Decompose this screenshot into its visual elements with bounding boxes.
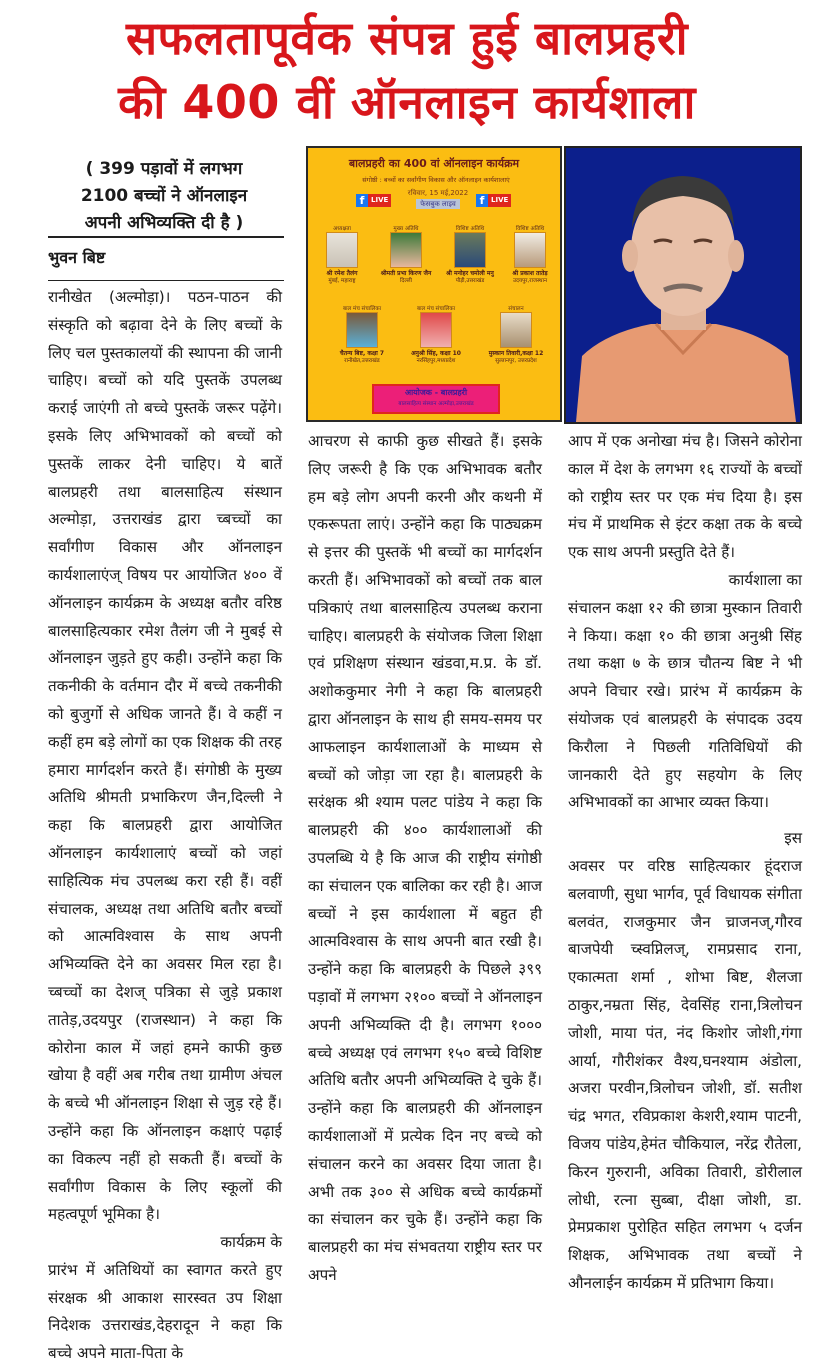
guest-place: उदयपुर,राजस्थान xyxy=(512,278,548,284)
portrait-illustration xyxy=(566,148,800,422)
guest-role: विशिष्ट अतिथि xyxy=(455,226,485,232)
guest-photo xyxy=(514,232,546,268)
byline: भुवन बिष्ट xyxy=(48,248,106,267)
poster-subtitle: संगोष्ठी : बच्चों का सर्वांगीण विकास और ऑनलाइन कार्यशालाएं xyxy=(362,176,510,184)
host-photo xyxy=(346,312,378,348)
guest-card xyxy=(498,224,562,285)
live-label: LIVE xyxy=(488,194,511,207)
portrait-photo xyxy=(564,146,802,424)
event-poster xyxy=(306,146,562,422)
live-label: LIVE xyxy=(368,194,391,207)
host-card xyxy=(480,304,552,365)
guest-place: मुंबई, महाराष्ट्र xyxy=(328,278,356,284)
host-photo xyxy=(500,312,532,348)
facebook-icon: f xyxy=(476,194,488,207)
divider xyxy=(48,280,284,281)
organizer-banner xyxy=(372,384,500,414)
facebook-icon: f xyxy=(356,194,368,207)
paragraph: प्रारंभ में अतिथियों का स्वागत करते हुए संरक्षक श्री आकाश सारस्वत उप शिक्षा निदेशक उत्तराखंड,देहरादून ने कहा कि बच्चे अपने माता-पिता के xyxy=(48,1260,282,1363)
subhead-line-3: अपनी अभिव्यक्ति दी है ) xyxy=(84,213,244,233)
paragraph-lead: कार्यशाला का xyxy=(728,570,802,589)
organizer-title: आयोजक - बालप्रहरी xyxy=(404,388,468,397)
host-card xyxy=(326,304,398,365)
guest-name: श्री मनोहर चमोली मनु xyxy=(446,270,494,277)
guest-name: श्री प्रकाश तातेड़ xyxy=(512,270,548,277)
guest-name: श्रीमती प्रभा किरण जैन xyxy=(380,270,432,277)
guest-place: पौड़ी,उत्तराखंड xyxy=(455,278,485,284)
guest-role: विशिष्ट अतिथि xyxy=(515,226,545,232)
headline-line-2: की 400 वीं ऑनलाइन कार्यशाला xyxy=(118,75,696,129)
paragraph: अवसर पर वरिष्ठ साहित्यकार हूंदराज बलवाणी, सुधा भार्गव, पूर्व विधायक संगीता बलवंत, राजकुमार जैन च्राजनज्,गौरव बाजपेयी च्स्वप्निलज्, रामप्रसाद राना, एकात्मता शर्मा , शोभा बिष्ट, शैलजा ठाकुर,नम्रता सिंह, देवसिंह राना,त्रिलोचन जोशी, माया पंत, नंद किशोर जोशी,गंगा आर्या, गौरीशंकर वैश्य,घनश्याम अंडोला, अजरा परवीन,त्रिलोचन जोशी, डॉ. सतीश चंद्र भगत, रविप्रकाश केशरी,श्याम पाटनी, विजय पांडेय,हेमंत चौकियाल, नरेंद्र रौतेला, किरन गुरुरानी, अविका तिवारी, डोरीलाल लोधी, रत्ना सुब्बा, दीक्षा जोशी, डा. प्रेमप्रकाश पुरोहित सहित लगभग ५ दर्जन शिक्षक, अभिभावक तथा बच्चों ने औनलाईन कार्यक्रम में प्रतिभाग किया। xyxy=(568,856,802,1292)
host-place: नरसिंहपुर,मध्यप्रदेश xyxy=(416,358,456,364)
poster-date: रविवार, 15 मई,2022 xyxy=(407,189,469,197)
subhead-line-1: ( 399 पड़ावों में लगभग xyxy=(85,159,243,179)
paragraph: संचालन कक्षा १२ की छात्रा मुस्कान तिवारी ने किया। कक्षा १० की छात्रा अनुश्री सिंह तथा कक्षा ७ के छात्र चौतन्य बिष्ट ने भी अपने विचार रखे। प्रारंभ में कार्यक्रम के संयोजक एवं बालप्रहरी के संपादक उदय किरौला ने पिछली गतिविधियों की जानकारी देते हुए सहयोग के लिए अभिभावकों का आभार व्यक्त किया। xyxy=(568,598,802,812)
article-column-1 xyxy=(48,284,282,1368)
host-card xyxy=(400,304,472,365)
guest-name: श्री रमेश तैलंग xyxy=(326,270,358,277)
headline-line-1: सफलतापूर्वक संपन्न हुई बालप्रहरी xyxy=(125,11,689,65)
host-photo xyxy=(420,312,452,348)
facebook-live-badge xyxy=(476,194,511,207)
headline xyxy=(0,6,814,134)
poster-fb-live: फेसबुक लाइव xyxy=(416,199,460,209)
poster-title: बालप्रहरी का 400 वां ऑनलाइन कार्यक्रम xyxy=(348,157,520,170)
host-place: रानीखेत,उत्तराखंड xyxy=(344,358,380,364)
guest-card xyxy=(374,224,438,285)
guest-card xyxy=(438,224,502,285)
paragraph-lead: इस xyxy=(784,829,802,848)
guest-photo xyxy=(326,232,358,268)
guest-photo xyxy=(390,232,422,268)
subhead-line-2: 2100 बच्चों ने ऑनलाइन xyxy=(80,186,248,206)
article-column-3 xyxy=(568,428,802,1298)
poster-date-block xyxy=(404,188,472,209)
guest-card xyxy=(310,224,374,285)
host-role: बाल मंच संचालिका xyxy=(416,306,455,312)
divider xyxy=(48,236,284,238)
host-role: संचालन xyxy=(508,306,524,312)
host-place: सुल्तानपुर, उत्तरप्रदेश xyxy=(495,358,537,364)
organizer-subtitle: बालसाहित्य संस्थान अल्मोड़ा,उत्तराखंड xyxy=(398,401,474,407)
paragraph: आप में एक अनोखा मंच है। जिसने कोरोना काल में देश के लगभग १६ राज्यों के बच्चों को राष्ट्रीय स्तर पर एक मंच दिया है। इस मंच में प्राथमिक से इंटर कक्षा तक के बच्चे एक साथ अपनी प्रस्तुति देते हैं। xyxy=(568,432,802,562)
facebook-live-badge xyxy=(356,194,391,207)
host-name: चैतन्य बिष्ट, कक्षा 7 xyxy=(339,350,385,357)
paragraph: आचरण से काफी कुछ सीखते हैं। इसके लिए जरूरी है कि एक अभिभावक बतौर हम बड़े लोग अपनी करनी और कथनी में एकरूपता लाएं। उन्होंने कहा कि पाठ्यक्रम से इत्तर की पुस्तकें भी बच्चों का मार्गदर्शन करती हैं। अभिभावकों को बच्चों तक बाल पत्रिकाएं तथा बालसाहित्य उपलब्ध कराना चाहिए। बालप्रहरी के संयोजक जिला शिक्षा एवं प्रशिक्षण संस्थान खंडवा,म.प्र. के डॉ. अशोककुमार नेगी ने कहा कि बालप्रहरी द्वारा ऑनलाइन के साथ ही समय-समय पर आफलाइन कार्यशालाओं के माध्यम से बच्चों को जोड़ा जा रहा है। बालप्रहरी के सरंक्षक श्री श्याम पलट पांडेय ने कहा कि बालप्रहरी की ४०० कार्यशालाओं की उपलब्धि ये है कि आज की राष्ट्रीय संगोष्ठी का संचालन एक बालिका कर रही है। आज बच्चों ने इस कार्यशाला में बहुत ही आत्मविश्वास के साथ अपनी बात रखी है। उन्होंने कहा कि बालप्रहरी के पिछले ३९९ पड़ावों में लगभग २१०० बच्चों ने ऑनलाइन अपनी अभिव्यक्ति दी है। लगभग १००० बच्चे अध्यक्ष एवं लगभग १५० बच्चे विशिष्ट अतिथि बतौर अपनी अभिव्यक्ति दे चुके हैं। उन्होंने कहा कि बालप्रहरी की ऑनलाइन कार्यशालाओं में प्रत्येक दिन नए बच्चे को संचालन करने का अवसर दिया जाता है। अभी तक ३०० से अधिक बच्चे कार्यक्रमों का संचालन कर चुके हैं। उन्होंने कहा कि बालप्रहरी का मंच संभवतया राष्ट्रीय स्तर पर अपने xyxy=(308,432,542,1284)
host-name: अनुश्री सिंह, कक्षा 10 xyxy=(411,350,461,357)
paragraph-lead: कार्यक्रम के xyxy=(220,1233,282,1252)
guest-role: मुख्य अतिथि xyxy=(393,226,419,232)
guest-place: दिल्ली xyxy=(400,278,412,284)
article-column-2 xyxy=(308,428,542,1290)
guest-photo xyxy=(454,232,486,268)
subheadline xyxy=(44,156,284,237)
guest-role: अध्यक्षता xyxy=(333,226,351,232)
host-name: मुस्कान तिवारी,कक्षा 12 xyxy=(488,350,544,357)
host-role: बाल मंच संचालिका xyxy=(342,306,381,312)
paragraph: रानीखेत (अल्मोड़ा)। पठन-पाठन की संस्कृति को बढ़ावा देने के लिए बच्चों के लिए चल पुस्तकालयों की स्थापना की जानी चाहिए। बच्चों को यदि पुस्तकें उपलब्ध कराई जाएंगी तो बच्चे पुस्तकें जरूर पढ़ेंगे। इसके लिए अभिभावकों को बच्चों को पुस्तकें लाकर देनी चाहिए। ये बातें बालप्रहरी तथा बालसाहित्य संस्थान अल्मोड़ा, उत्तराखंड द्वारा च्बच्चों का सर्वांगीण विकास और ऑनलाइन कार्यशालाएंज् विषय पर आयोजित ४०० वें ऑनलाइन कार्यक्रम के अध्यक्ष बतौर वरिष्ठ बालसाहित्यकार रमेश तैलंग जी ने मुबई से ऑनलाइन जुड़ते हुए कही। उन्होंने कहा कि तकनीकी के वर्तमान दौर में बच्चे तकनीकी को बुजुर्गो से अधिक जानते हैं। वे कहीं न कहीं हम बड़े लोगों का एक शिक्षक की तरह हमारा मार्गदर्शन करते हैं। संगोष्ठी के मुख्य अतिथि श्रीमती प्रभाकिरण जैन,दिल्ली ने कहा कि बालप्रहरी द्वारा आयोजित ऑनलाइन कार्यशालाएं बच्चों को जहां साहित्यिक मंच उपलब्ध करा रही हैं। वहीं संचालक, अध्यक्ष तथा अतिथि बतौर बच्चों को आत्मविश्वास के साथ अपनी अभिव्यक्ति देने का अवसर मिल रहा है। च्बच्चों का देशज् पत्रिका से जुड़े प्रकाश तातेड़,उदयपुर (राजस्थान) ने कहा कि कोरोना काल में जहां हमने काफी कुछ खोया है वहीं अब गरीब तथा ग्रामीण अंचल के बच्चे भी ऑनलाइन शिक्षा से जुड़ रहे हैं। उन्होंने कहा कि ऑनलाइन कक्षाएं पढ़ाई का विकल्प नहीं हो सकती हैं। बच्चों के सर्वांगीण विकास के लिए स्कूलों की महत्वपूर्ण भूमिका है। xyxy=(48,288,282,1224)
